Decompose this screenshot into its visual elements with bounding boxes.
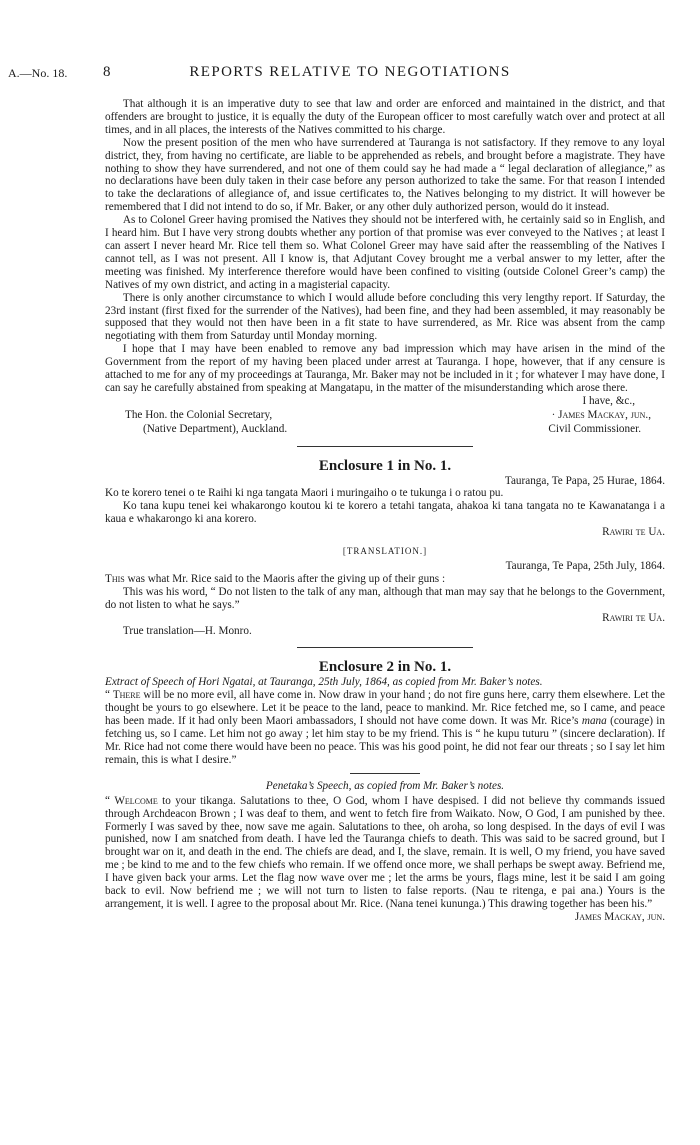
letter-paragraph: Now the present position of the men who have surrendered at Tauranga is not satisfactory. If they remove to any loyal district, they, from having no certificate, are liable to be apprehended as rebels, and brought before a magistrate. They have nothing to show they have surrendered, and not one of them could say he had made a “ legal declaration of allegiance,” as no declarations have been duly taken in their case before any person authorized to take the same. For that reason I intended to take the declarations of allegiance of, and issue certificates to, the Natives belonging to my district. It will however be remembered that I did not intend to do so, if Mr. Baker, or any other duly authorized person, would do it instead.	[105, 136, 665, 214]
speech-text-b: (courage) in fetching us, so I came. Let him not go away ; let him stay to be my friend. This is “ he kupu tuturu ” (sincere declaration). If Mr. Rice had not come there would have been no peace. This was his good point, he did not fear our threats ; so I say let him remain, this is what I desire.”	[105, 715, 665, 766]
translation-lead-word: This	[105, 572, 125, 585]
section-divider	[297, 647, 473, 648]
letter-closing: I have, &c.,	[582, 394, 635, 407]
speech-lead-word: Welcome	[114, 794, 158, 807]
addressee-line-2: (Native Department), Auckland.	[143, 422, 288, 435]
enclosure-2	[105, 658, 665, 923]
translation-paragraph-1	[105, 573, 665, 586]
extract-title: Extract of Speech of Hori Ngatai, at Tauranga, 25th July, 1864, as copied from Mr. Baker’s notes.	[105, 676, 543, 689]
running-title: REPORTS RELATIVE TO NEGOTIATIONS	[189, 64, 511, 80]
speech-divider	[350, 773, 420, 774]
maori-paragraph-2: Ko tana kupu tenei kei whakarongo koutou ki te korero a tetahi tangata, ahakoa ki tana tangata no te Kawanatanga i a kaua e whakarongo ki ana korero.	[105, 500, 665, 526]
quote-open: “	[105, 689, 113, 702]
page-header	[0, 66, 700, 86]
true-translation-note: True translation—H. Monro.	[122, 624, 252, 637]
translation-label: [TRANSLATION.]	[342, 546, 428, 557]
penetaka-speech-title: Penetaka’s Speech, as copied from Mr. Baker’s notes.	[265, 779, 505, 792]
speech-text-a: will be no more evil, all have come in. Now draw in your hand ; do not fire guns here, carry them elsewhere. Let the thought be yours to go elsewhere. Let it be peace to the land, peace to mankind. Mr. Rice fetched me, so I came, and peace has been made. If it had only been Maori ambassadors, I should not have come down. It was Mr. Rice’s	[105, 689, 665, 728]
enclosure-1-place-date: Tauranga, Te Papa, 25 Hurae, 1864.	[504, 474, 665, 487]
letter-paragraph: I hope that I may have been enabled to remove any bad impression which may have arisen in the mind of the Government from the report of my having been placed under arrest at Tauranga. I hope, however, that if any censure is attached to me for any of my proceedings at Tauranga, Mr. Baker may not be included in it ; for whatever I may have done, I can say he carefully abstained from speaking at Mangatapu, in the matter of the misunderstanding which arose there.	[105, 343, 665, 394]
quote-open: “	[105, 794, 115, 807]
letter-paragraph: There is only another circumstance to which I would allude before concluding this very lengthy report. If Saturday, the 23rd instant (first fixed for the surrender of the Natives), had been fine, and they had been assembled, it may reasonably be supposed that they would not then have been in a fit state to have surrendered, as Mr. Rice was absent from the camp negotiating with them from Saturday until Monday morning.	[105, 291, 665, 343]
signer-name: · James Mackay, jun.,	[551, 408, 651, 421]
translation-paragraph-1-text: was what Mr. Rice said to the Maoris after the giving up of their guns :	[124, 572, 446, 585]
addressee-line-1: The Hon. the Colonial Secretary,	[125, 408, 273, 421]
enclosure-1-heading: Enclosure 1 in No. 1.	[318, 457, 452, 474]
mana-word: mana	[581, 715, 607, 728]
letter-paragraph: As to Colonel Greer having promised the Natives they should not be interfered with, he certainly said so in English, and I heard him. But I have very strong doubts whether any portion of that promise was ever conveyed to the Natives ; at least I can assert I never heard Mr. Rice tell them so. What Colonel Greer may have said after the reassembling of the Natives I cannot tell, as I was not present. All I know is, that Adjutant Covey brought me a verbal answer to my letter, after the meeting was finished. My interference therefore would have been confined to visiting (outside Colonel Greer’s camp) the Natives of my own district, and acting in a magisterial capacity.	[105, 214, 665, 291]
translation-place-date: Tauranga, Te Papa, 25th July, 1864.	[505, 560, 665, 572]
hori-ngatai-speech	[105, 689, 665, 766]
page-number: 8	[103, 64, 111, 80]
translation-paragraph-2: This was his word, “ Do not listen to the talk of any man, although that man may say that he belongs to the Government, do not listen to what he says.”	[105, 585, 665, 611]
page-body	[105, 98, 665, 924]
translation-signature: Rawiri te Ua.	[602, 611, 665, 624]
letter-continuation	[105, 98, 665, 436]
signer-title: Civil Commissioner.	[548, 422, 641, 435]
maori-paragraph-1: Ko te korero tenei o te Raihi ki nga tangata Maori i muringaiho o te tukunga i o ratou pu.	[105, 487, 504, 500]
enclosure-2-signature: James Mackay, jun.	[574, 910, 665, 923]
enclosure-1	[105, 457, 665, 638]
speech-lead-word: There	[112, 689, 141, 702]
letter-paragraph: That although it is an imperative duty to see that law and order are enforced and maintained in the district, and that offenders are brought to justice, it is equally the duty of the European officer to most carefully watch over and protect at all times, and in all places, the interests of the Natives committed to his charge.	[105, 98, 665, 136]
address-block-1	[105, 409, 665, 422]
section-divider	[297, 446, 473, 447]
address-block-2	[105, 423, 665, 436]
speech-text: to your tikanga. Salutations to thee, O God, whom I have despised. I did not believe thy commands issued through Archdeacon Brown ; I was deaf to them, and went to fetch fire from Waikato. Now, O God, I am punished by thee. Formerly I was saved by thee, now save me again. Salutations to thee, oh aroha, so long despised. In the days of evil I was punished, now I am snatched from death. I have led the Tauranga chiefs to death. This was said to be sacred ground, but I brought war on it, and death in the end. The chiefs are dead, and I, the slave, remain. It is well, O my friend, you have saved me ; be kind to me and to the few chiefs who remain. If we offend once more, we shall perhaps be swept away. Befriend me, I have given back your arms. Let the flag now wave over me ; let the arms be yours, flags mine, lest it be said I am going back to evil. Now befriend me ; we will not turn to listen to false reports. (Nau te ritenga, e pai ana.) Yours is the arrangement, it is well. I agree to the proposal about Mr. Rice. (Nana tenei kununga.) This drawing together has been his.”	[105, 794, 665, 910]
enclosure-2-heading: Enclosure 2 in No. 1.	[318, 659, 452, 676]
document-reference: A.—No. 18.	[8, 66, 68, 80]
penetaka-speech	[105, 795, 665, 911]
enclosure-1-signature: Rawiri te Ua.	[602, 526, 665, 539]
